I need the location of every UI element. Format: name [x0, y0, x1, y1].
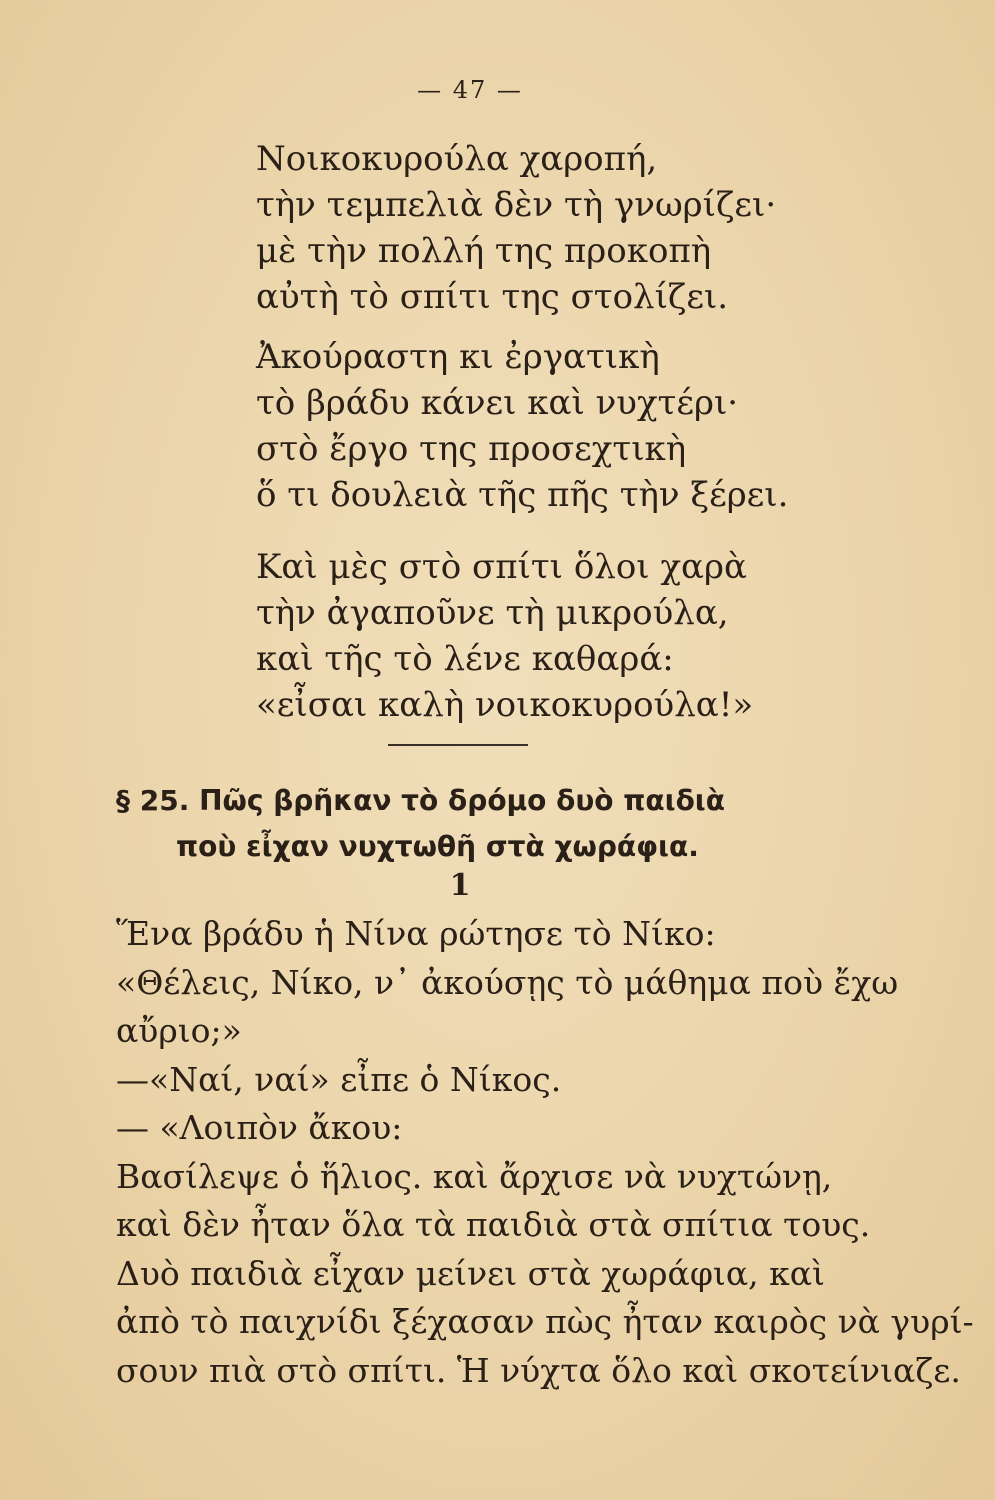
- poem-line: αὐτὴ τὸ σπίτι της στολίζει.: [256, 277, 729, 317]
- poem-line: Νοικοκυρούλα χαροπή,: [256, 139, 658, 179]
- prose-line: — «Λοιπὸν ἄκου:: [116, 1108, 403, 1147]
- section-heading-line-1: § 25. Πῶς βρῆκαν τὸ δρόμο δυὸ παιδιὰ: [116, 784, 725, 817]
- prose-line: Ἕνα βράδυ ἡ Νίνα ρώτησε τὸ Νίκο:: [116, 914, 716, 953]
- poem-line: μὲ τὴν πολλή της προκοπὴ: [256, 231, 712, 271]
- section-heading: [116, 778, 896, 870]
- prose-line: Βασίλεψε ὁ ἥλιος. καὶ ἄρχισε νὰ νυχτώνῃ,: [116, 1156, 833, 1196]
- poem-line: Καὶ μὲς στὸ σπίτι ὅλοι χαρὰ: [256, 547, 747, 587]
- prose-line: ἀπὸ τὸ παιχνίδι ξέχασαν πὼς ἦταν καιρὸς νὰ γυρί-: [116, 1302, 974, 1341]
- poem-stanza-2: [256, 334, 876, 518]
- section-heading-line-2: ποὺ εἶχαν νυχτωθῆ στὰ χωράφια.: [176, 830, 699, 863]
- prose-body: [116, 910, 974, 1395]
- poem-line: στὸ ἔργο της προσεχτικὴ: [256, 429, 687, 469]
- poem-line: τὴν ἀγαποῦνε τὴ μικρούλα,: [256, 593, 729, 633]
- prose-line: καὶ δὲν ἦταν ὅλα τὰ παιδιὰ στὰ σπίτια τους.: [116, 1205, 871, 1244]
- prose-line: αὔριο;»: [116, 1011, 242, 1050]
- poem-line: Ἀκούραστη κι ἐργατικὴ: [256, 337, 660, 377]
- poem-stanza-1: [256, 136, 876, 320]
- poem-line: «εἶσαι καλὴ νοικοκυρούλα!»: [256, 685, 754, 725]
- prose-line: σουν πιὰ στὸ σπίτι. Ἡ νύχτα ὅλο καὶ σκοτείνιαζε.: [116, 1350, 961, 1390]
- section-divider: [388, 744, 528, 746]
- poem-line: ὅ τι δουλειὰ τῆς πῆς τὴν ξέρει.: [256, 475, 789, 515]
- poem-stanza-3: [256, 544, 876, 728]
- prose-line: «Θέλεις, Νίκο, ν᾽ ἀκούσῃς τὸ μάθημα ποὺ ἔχω: [116, 962, 899, 1002]
- prose-line: Δυὸ παιδιὰ εἶχαν μείνει στὰ χωράφια, καὶ: [116, 1253, 825, 1293]
- poem-line: καὶ τῆς τὸ λένε καθαρά:: [256, 639, 674, 679]
- poem-line: τὸ βράδυ κάνει καὶ νυχτέρι·: [256, 383, 739, 423]
- poem-line: τὴν τεμπελιὰ δὲν τὴ γνωρίζει·: [256, 185, 777, 225]
- page-number: — 47 —: [417, 76, 523, 104]
- prose-line: —«Ναί, ναί» εἶπε ὁ Νίκος.: [116, 1059, 562, 1099]
- part-number: 1: [449, 868, 471, 903]
